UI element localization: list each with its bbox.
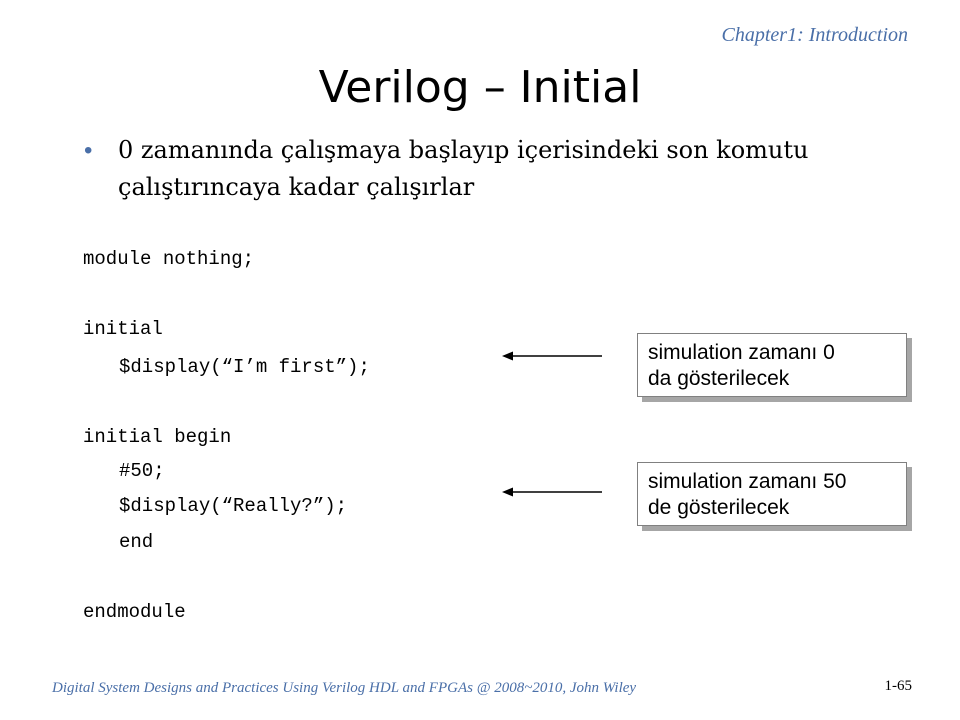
footer-citation: Digital System Designs and Practices Using Verilog HDL and FPGAs @ 2008~2010, John Wiley [52, 680, 637, 696]
code-line-display-first: $display(“I’m first”); [119, 356, 370, 378]
code-line-delay: #50; [119, 460, 165, 482]
callout-box-second [637, 462, 912, 532]
arrow-left-icon [502, 349, 602, 363]
bullet-item [84, 132, 864, 206]
code-line-display-really: $display(“Really?”); [119, 495, 348, 517]
callout-line: da gösterilecek [648, 367, 790, 390]
callout-body [637, 333, 907, 397]
code-line-module: module nothing; [83, 248, 255, 270]
callout-body [637, 462, 907, 526]
callout-line: de gösterilecek [648, 496, 790, 519]
chapter-header: Chapter1: Introduction [721, 24, 908, 46]
slide-title: Verilog – Initial [318, 62, 642, 113]
callout-box-first [637, 333, 912, 403]
arrow-left-icon [502, 485, 602, 499]
code-line-initial-begin: initial begin [83, 426, 232, 448]
bullet-dot-icon: • [84, 137, 93, 164]
code-line-end: end [119, 531, 154, 553]
page-number: 1-65 [884, 678, 912, 694]
callout-line: simulation zamanı 0 [648, 341, 835, 364]
callout-line: simulation zamanı 50 [648, 470, 847, 493]
code-line-initial: initial [83, 318, 163, 340]
code-line-endmodule: endmodule [83, 601, 186, 623]
bullet-text: 0 zamanında çalışmaya başlayıp içerisindeki son komutu çalıştırıncaya kadar çalışırlar [118, 136, 809, 201]
